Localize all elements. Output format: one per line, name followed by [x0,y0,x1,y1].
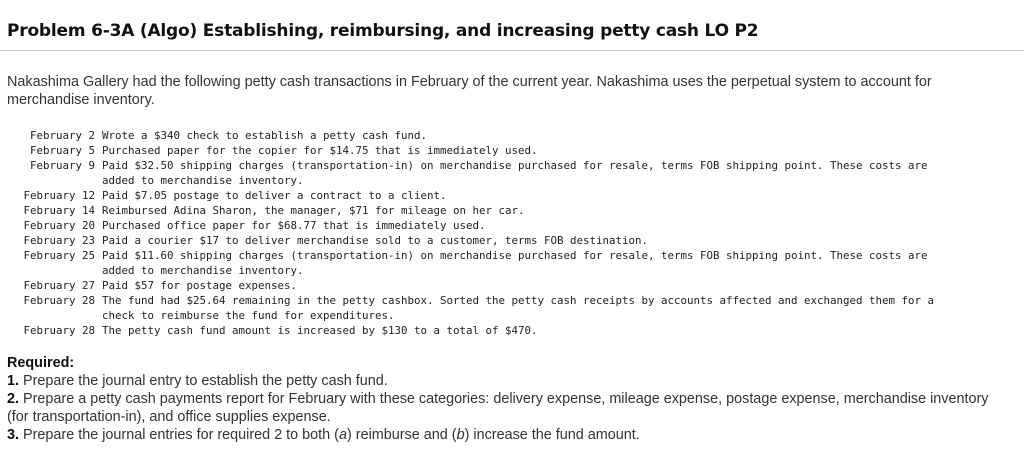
transaction-date: February 25 [23,249,95,262]
transaction-description: Reimbursed Adina Sharon, the manager, $71 for mileage on her car. [102,204,525,217]
required-item-text: ) increase the fund amount. [464,427,640,443]
transaction-date: February 20 [23,219,95,232]
intro-paragraph: Nakashima Gallery had the following petty cash transactions in February of the current year. Nakashima uses the perpetual system to account for merchandise inventory. [7,74,932,108]
transaction-row [7,143,938,158]
problem-title: Problem 6-3A (Algo) Establishing, reimbursing, and increasing petty cash LO P2 [7,21,759,41]
transaction-description: Paid $32.50 shipping charges (transportation-in) on merchandise purchased for resale, terms FOB shipping point. These costs are added to merchandise inventory. [102,159,928,187]
transaction-date: February 5 [29,144,95,157]
required-section [7,354,1007,444]
transaction-description: Paid $11.60 shipping charges (transportation-in) on merchandise purchased for resale, terms FOB shipping point. These costs are added to merchandise inventory. [102,249,928,277]
title-divider [0,50,1024,51]
transaction-row [7,158,938,188]
required-item-text: ) reimburse and ( [347,427,457,443]
required-part-b: b [456,427,465,443]
required-item-2 [7,390,1007,426]
transaction-description: The fund had $25.64 remaining in the petty cashbox. Sorted the petty cash receipts by accounts affected and exchanged them for a check to reimburse the fund for expenditures. [102,294,935,322]
required-heading: Required: [7,355,75,371]
transaction-date: February 28 [23,324,95,337]
required-item-number: 1. [7,373,23,389]
transaction-row [7,188,938,203]
transaction-description: Paid a courier $17 to deliver merchandise sold to a customer, terms FOB destination. [102,234,649,247]
transaction-date: February 23 [23,234,95,247]
required-item-1 [7,372,1007,390]
transaction-date: February 14 [23,204,95,217]
transaction-description: Purchased paper for the copier for $14.75 that is immediately used. [102,144,538,157]
transaction-row [7,293,938,323]
transaction-row [7,278,938,293]
required-item-number: 3. [7,427,23,443]
required-item-3 [7,426,1007,444]
transaction-description: Paid $57 for postage expenses. [102,279,298,292]
transaction-date: February 2 [29,129,95,142]
transaction-row [7,203,938,218]
transaction-row [7,323,938,338]
transaction-row [7,128,938,143]
transaction-description: Wrote a $340 check to establish a petty cash fund. [102,129,428,142]
required-item-text: Prepare the journal entries for required 2 to both ( [23,427,339,443]
transaction-row [7,218,938,233]
required-item-text: Prepare a petty cash payments report for February with these categories: delivery expense, mileage expense, postage expense, merchandise inventory (for transportation-in), and office supplies expense. [7,391,989,425]
required-part-a: a [338,427,347,443]
transaction-date: February 28 [23,294,95,307]
transaction-row [7,233,938,248]
transaction-date: February 9 [29,159,95,172]
transaction-description: Purchased office paper for $68.77 that is immediately used. [102,219,486,232]
transaction-date: February 12 [23,189,95,202]
transaction-description: The petty cash fund amount is increased by $130 to a total of $470. [102,324,538,337]
transaction-row [7,248,938,278]
transaction-description: Paid $7.05 postage to deliver a contract to a client. [102,189,447,202]
required-item-number: 2. [7,391,23,407]
required-item-text: Prepare the journal entry to establish the petty cash fund. [23,373,388,389]
transaction-date: February 27 [23,279,95,292]
transactions-list [7,128,938,338]
